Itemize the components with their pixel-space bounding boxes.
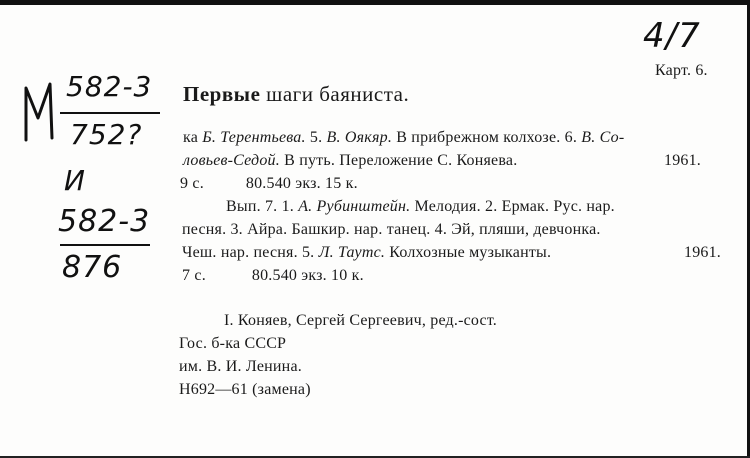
author: ловьев-Седой. (183, 152, 280, 169)
shelf-mark-4: 876 (62, 250, 123, 285)
shelf-mark-3: 582-3 (58, 204, 151, 239)
print-run-price: 80.540 экз. 10 к. (251, 267, 364, 284)
author: В. Со- (581, 129, 625, 146)
pages: 9 с. (180, 175, 204, 192)
author: А. Рубинштейн. (298, 198, 411, 215)
contents-line-2 (183, 151, 517, 171)
tracing-line-3: им. В. И. Ленина. (179, 358, 302, 375)
tracing-line-2: Гос. б-ка СССР (179, 335, 287, 352)
print-run-price: 80.540 экз. 15 к. (245, 175, 358, 192)
handwritten-corner-number: 4/7 (643, 16, 701, 56)
text: Чеш. нар. песня. 5. (182, 244, 319, 261)
book-title (183, 84, 409, 104)
shelf-mark-2: 752? (70, 118, 143, 151)
shelf-mark-rule-2 (60, 244, 150, 246)
text: В путь. Переложение С. Коняева. (279, 152, 518, 169)
tracing-line-4: Н692—61 (замена) (179, 381, 311, 398)
collation-line-1 (180, 174, 358, 194)
title-rest: шаги баяниста. (260, 82, 410, 106)
contents-line-1 (183, 128, 624, 148)
text: Колхозные музыканты. (385, 244, 552, 261)
collation-line-2 (182, 266, 364, 286)
year-1: 1961. (664, 152, 701, 169)
card-top-edge (0, 0, 750, 5)
author: Б. Терентьева. (202, 129, 306, 146)
contents-line-4: песня. 3. Айра. Башкир. нар. танец. 4. Эй, пляши, девчонка. (182, 221, 601, 238)
handwritten-letter: И (64, 164, 86, 197)
text: Мелодия. 2. Ермак. Рус. нар. (410, 198, 615, 215)
contents-line-5 (182, 243, 551, 263)
shelf-mark-1: 582-3 (66, 70, 153, 103)
card-number: Карт. 6. (655, 62, 708, 79)
author: В. Оякяр. (326, 129, 393, 146)
pages: 7 с. (182, 267, 206, 284)
title-bold-word: Первые (183, 82, 261, 106)
year-2: 1961. (684, 244, 721, 261)
handwritten-m-mark (18, 78, 58, 148)
text: Вып. 7. 1. (226, 198, 299, 215)
text: 5. (305, 129, 327, 146)
shelf-mark-rule-1 (60, 112, 160, 114)
tracing-line-1: I. Коняев, Сергей Сергеевич, ред.-сост. (224, 312, 498, 329)
text: ка (183, 129, 203, 146)
author: Л. Таутс. (318, 244, 386, 261)
contents-line-3 (226, 197, 615, 217)
text: В прибрежном колхозе. 6. (392, 129, 582, 146)
